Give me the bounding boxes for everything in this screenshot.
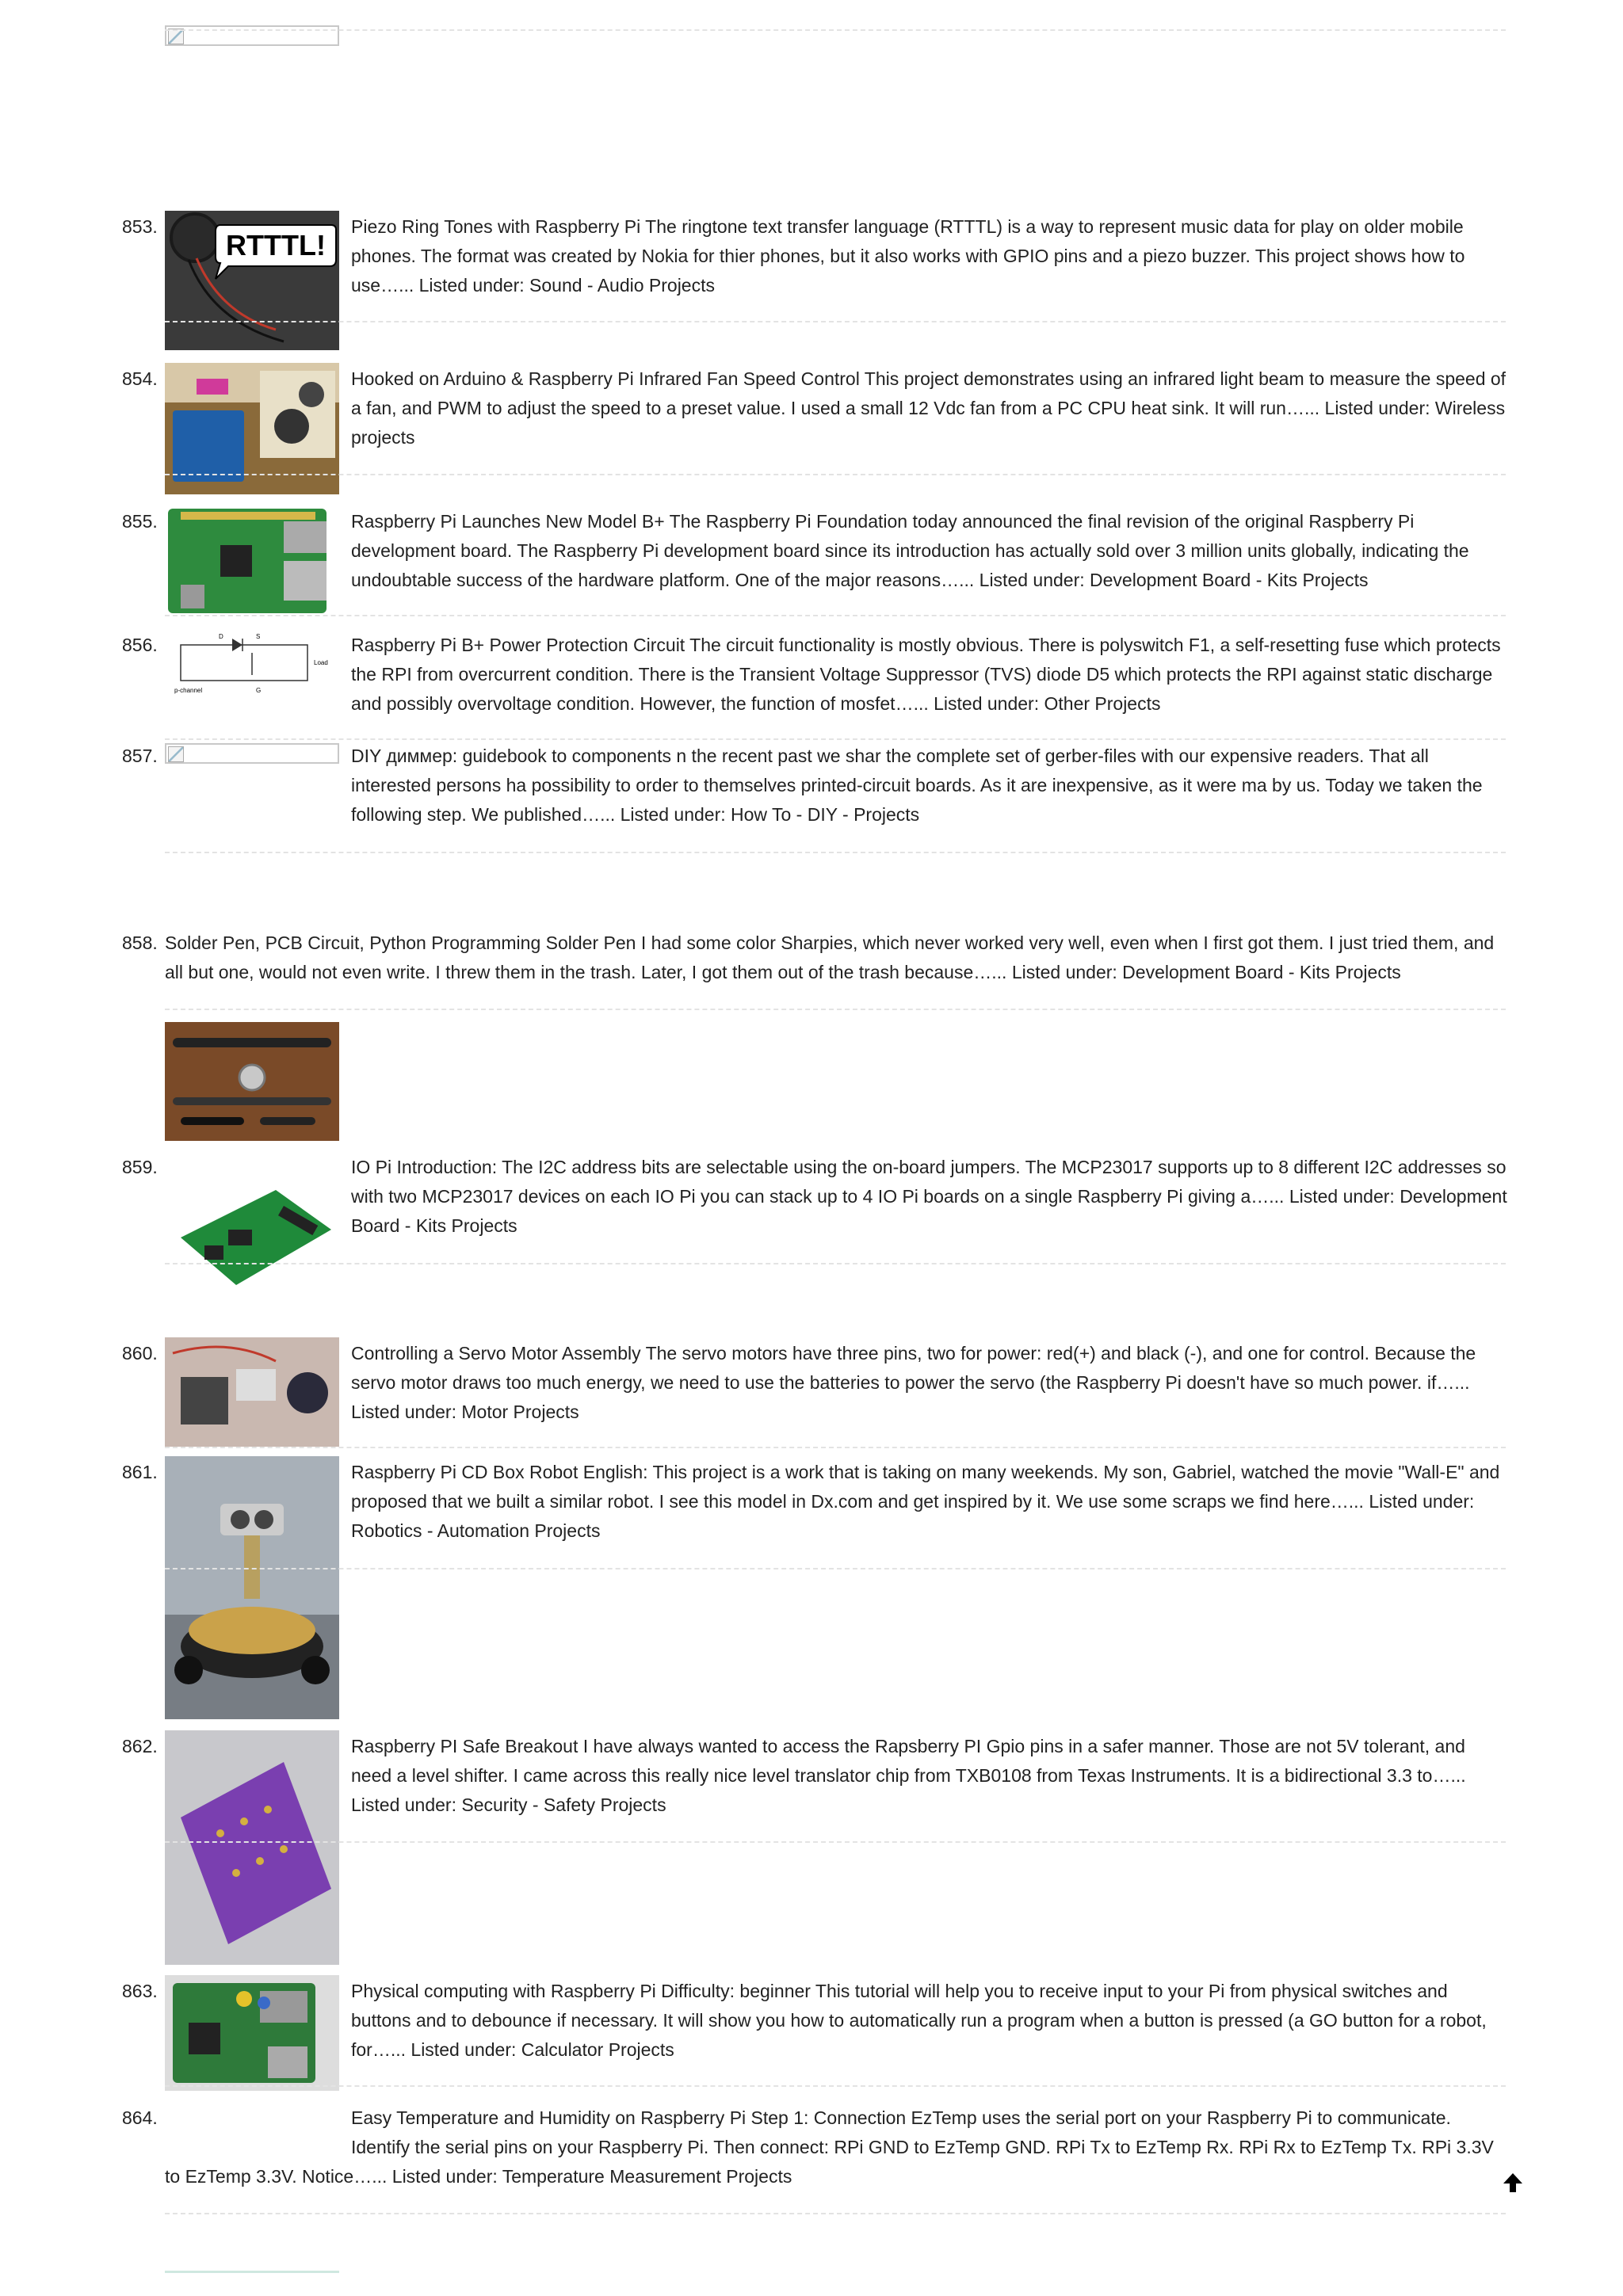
item-text[interactable]: Raspberry Pi CD Box Robot English: This project is a work that is taking on many weekends. My son, Gabriel, watched the movie "Wall-E" and proposed that we built a similar robot. I see this model in Dx.com and get inspired by it. We use some scraps we find here…... Listed under: Robotics - Automation Projects — [351, 1462, 1500, 1541]
item-number: 853. — [122, 216, 158, 237]
diagram-label-pchannel: p-channel — [174, 687, 203, 694]
broken-image-icon[interactable] — [165, 25, 339, 46]
broken-image-icon[interactable] — [165, 743, 339, 764]
servo-motor-image — [165, 1337, 339, 1447]
separator — [165, 2085, 1506, 2087]
thumbnail-servo-motor[interactable] — [165, 1337, 339, 1447]
item-number: 860. — [122, 1343, 158, 1363]
thumbnail-solder-pen[interactable] — [165, 1022, 339, 1141]
item-text[interactable]: Raspberry Pi Launches New Model B+ The Raspberry Pi Foundation today announced the final revision of the original Raspberry Pi development board. The Raspberry Pi development board since its introduction has actually sold over 3 million units globally, indicating the undoubtable success of the hardware platform. One of the major reasons…... Listed under: Development Board - Kits Projects — [351, 511, 1469, 590]
item-text[interactable]: Piezo Ring Tones with Raspberry Pi The ringtone text transfer language (RTTTL) is a way to represent music data for play on older mobile phones. The format was created by Nokia for thier phones, but it also works with GPIO pins and a piezo buzzer. This project shows how to use…... Listed under: Sound - Audio Projects — [351, 216, 1465, 296]
separator — [165, 474, 1506, 475]
thumbnail-piezo-rtttl[interactable] — [165, 211, 339, 350]
separator — [165, 321, 1506, 322]
item-text[interactable]: Solder Pen, PCB Circuit, Python Programming Solder Pen I had some color Sharpies, which never worked very well, even when I first got them. I just tried them, and all but one, would not even write. I threw them in the trash. Later, I got them out of the trash because…... Listed under: Development Board - Kits Projects — [165, 933, 1495, 982]
item-text[interactable]: IO Pi Introduction: The I2C address bits are selectable using the on-board jumpers. The MCP23017 supports up to 8 different I2C addresses so with two MCP23017 devices on each IO Pi you can stack up to 4 IO Pi boards on a single Raspberry Pi giving a…... Listed under: Development Board - Kits Projects — [351, 1157, 1507, 1236]
separator — [165, 2213, 1506, 2214]
raspberry-pi-model-b-image — [165, 1975, 339, 2091]
piezo-buzzer-image — [165, 211, 339, 350]
robot-image — [165, 1456, 339, 1719]
separator — [165, 852, 1506, 853]
item-text[interactable]: Raspberry Pi B+ Power Protection Circuit The circuit functionality is mostly obvious. There is polyswitch F1, a self-resetting fuse which protects the RPI from overcurrent condition. There is the Transient Voltage Suppressor (TVS) diode D5 which protects the RPI against static discharge and possibly overvoltage condition. However, the function of mosfet…... Listed under: Other Projects — [351, 635, 1501, 714]
thumbnail-model-bplus[interactable] — [165, 505, 339, 616]
item-text[interactable]: Physical computing with Raspberry Pi Difficulty: beginner This tutorial will help you to receive input to your Pi from physical switches and buttons and to debounce if necessary. It will show you how to automatically run a program when a button is pressed (a GO button for a robot, for…... Listed under: Calculator Projects — [351, 1981, 1487, 2060]
thumbnail-physical-computing[interactable] — [165, 1975, 339, 2091]
separator — [165, 1263, 1506, 1264]
thumbnail-cd-box-robot[interactable] — [165, 1456, 339, 1719]
item-number: 856. — [122, 635, 158, 655]
io-pi-board-image — [165, 1158, 339, 1307]
item-text-line-3[interactable]: to EzTemp 3.3V. Notice…... Listed under: Temperature Measurement Projects — [165, 2166, 792, 2187]
item-number: 861. — [122, 1462, 158, 1482]
item-text[interactable]: Raspberry PI Safe Breakout I have always wanted to access the Rapsberry PI Gpio pins in a safer manner. Those are not 5V tolerant, and need a level shifter. I came across this really nice level translator chip from TXB0108 from Texas Instruments. It is a bidirectional 3.3 to…... Listed under: Security - Safety Projects — [351, 1736, 1466, 1815]
up-arrow-icon — [1501, 2171, 1525, 2195]
item-text[interactable]: Controlling a Servo Motor Assembly The servo motors have three pins, two for power: red(+) and black (-), and one for control. Because the servo motor draws too much energy, we need to use the batteries to power the servo (the Raspberry Pi doesn't have so much power. if…... Listed under: Motor Projects — [351, 1343, 1476, 1422]
item-text-line-2[interactable]: Identify the serial pins on your Raspberry Pi. Then connect: RPi GND to EzTemp GND. RPi Tx to EzTemp Rx. RPi Rx to EzTemp Tx. RPi 3.3V — [351, 2137, 1494, 2157]
item-text[interactable]: DIY диммер: guidebook to components n the recent past we shar the complete set of gerber-files with our expensive readers. That all interested persons ha possibility to order to themselves printed-circuit boards. As it are inexpensive, as it were ma by us. Today we taken the following step. We published…... Listed under: How To - DIY - Projects — [351, 746, 1483, 825]
separator — [165, 1568, 1506, 1569]
solder-pen-image — [165, 1022, 339, 1141]
item-number: 862. — [122, 1736, 158, 1756]
separator — [165, 738, 1506, 740]
item-number: 858. — [122, 933, 158, 953]
thumbnail-protection-circuit[interactable] — [165, 629, 339, 697]
item-number: 854. — [122, 368, 158, 389]
separator — [165, 615, 1506, 616]
diagram-label-d: D — [219, 633, 223, 640]
item-number: 863. — [122, 1981, 158, 2001]
separator — [165, 29, 1506, 31]
item-number: 855. — [122, 511, 158, 532]
separator — [165, 1841, 1506, 1843]
item-text[interactable]: Hooked on Arduino & Raspberry Pi Infrared Fan Speed Control This project demonstrates using an infrared light beam to measure the speed of a fan, and PWM to adjust the speed to a preset value. I used a small 12 Vdc fan from a PC CPU heat sink. It will run…... Listed under: Wireless projects — [351, 368, 1507, 448]
next-thumbnail-edge — [165, 2271, 339, 2273]
thumbnail-io-pi[interactable] — [165, 1158, 339, 1307]
raspberry-pi-board-image — [165, 505, 339, 616]
diagram-label-s: S — [256, 633, 261, 640]
thumbnail-safe-breakout[interactable] — [165, 1730, 339, 1965]
scroll-to-top-button[interactable] — [1501, 2171, 1525, 2195]
breakout-board-image — [165, 1730, 339, 1965]
item-number: 859. — [122, 1157, 158, 1177]
item-number: 857. — [122, 746, 158, 766]
rtttl-badge-text: RTTTL! — [226, 229, 326, 261]
separator — [165, 1447, 1506, 1448]
item-number: 864. — [122, 2107, 158, 2128]
item-text-line-1[interactable]: Easy Temperature and Humidity on Raspberry Pi Step 1: Connection EzTemp uses the serial port on your Raspberry Pi to communicate. — [351, 2107, 1451, 2128]
circuit-diagram-image — [165, 629, 339, 697]
diagram-label-g: G — [256, 687, 262, 694]
separator — [165, 1009, 1506, 1010]
diagram-label-load: Load — [314, 659, 328, 666]
